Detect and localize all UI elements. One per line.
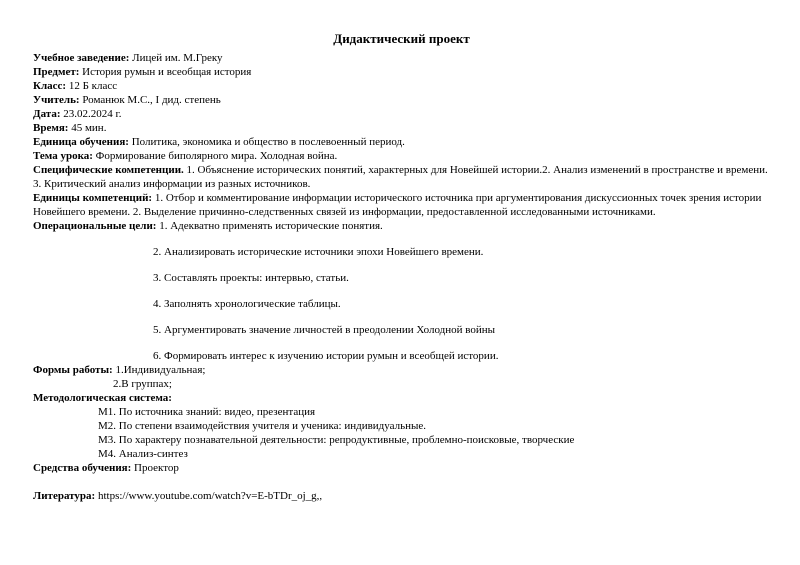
literature: [33, 489, 770, 503]
field-lesson-topic-value: Формирование биполярного мира. Холодная война.: [95, 150, 338, 162]
field-time-value: 45 мин.: [71, 122, 107, 134]
field-time-label: Время:: [33, 122, 69, 134]
field-date: [33, 107, 770, 121]
field-date-label: Дата:: [33, 108, 61, 120]
methodology-label: Методологическая система:: [33, 392, 172, 404]
field-specific-competencies-label: Специфические компетенции.: [33, 164, 184, 176]
methodology-item-m2: М2. По степени взаимодействия учителя и ученика: индивидуальные.: [98, 420, 427, 432]
page-title: Дидактический проект: [333, 31, 470, 46]
teaching-aids: [33, 461, 770, 475]
literature-url: https://www.youtube.com/watch?v=E-bTDr_oj_g,,: [97, 490, 323, 502]
operational-goals-label: Операциональные цели:: [33, 220, 157, 232]
operational-goal-5: 5. Аргументировать значение личностей в преодолении Холодной войны: [153, 324, 496, 336]
operational-goal-4: 4. Заполнять хронологические таблицы.: [153, 298, 341, 310]
operational-goals-heading: [33, 219, 770, 233]
field-time: [33, 121, 770, 135]
field-lesson-topic: [33, 149, 770, 163]
literature-label: Литература:: [33, 490, 96, 502]
field-competency-units: [33, 191, 770, 219]
operational-goal-3: 3. Составлять проекты: интервью, статьи.: [153, 272, 349, 284]
field-learning-unit-value: Политика, экономика и общество в послевоенный период.: [131, 136, 405, 148]
field-class-value: 12 Б класс: [68, 80, 118, 92]
operational-goal-2: 2. Анализировать исторические источники эпохи Новейшего времени.: [153, 246, 484, 258]
field-specific-competencies: [33, 163, 770, 191]
field-subject-label: Предмет:: [33, 66, 80, 78]
methodology-item-m4: М4. Анализ-синтез: [98, 448, 188, 460]
field-competency-units-value: 1. Отбор и комментирование информации исторического источника при аргументирования дискуссионных точек зрения истории Новейшего времени. 2. Выделение причинно-следственных связей из информации, предоставленной исследованными источниками.: [33, 192, 762, 218]
field-teacher: [33, 93, 770, 107]
work-forms-label: Формы работы:: [33, 364, 113, 376]
field-institution-value: Лицей им. М.Греку: [132, 52, 223, 64]
field-class: [33, 79, 770, 93]
field-institution: [33, 51, 770, 65]
field-class-label: Класс:: [33, 80, 67, 92]
work-form-groups: 2.В группах;: [113, 378, 172, 390]
field-learning-unit: [33, 135, 770, 149]
operational-goal-6: 6. Формировать интерес к изучению истории румын и всеобщей истории.: [153, 350, 499, 362]
methodology-heading: [33, 391, 770, 405]
teaching-aids-label: Средства обучения:: [33, 462, 132, 474]
field-teacher-label: Учитель:: [33, 94, 80, 106]
teaching-aids-value: Проектор: [134, 462, 179, 474]
work-form-individual: 1.Индивидуальная;: [115, 364, 206, 376]
field-lesson-topic-label: Тема урока:: [33, 150, 93, 162]
methodology-item-m3: М3. По характеру познавательной деятельности: репродуктивные, проблемно-поисковые, творческие: [98, 434, 575, 446]
field-learning-unit-label: Единица обучения:: [33, 136, 129, 148]
operational-goal-1: 1. Адекватно применять исторические понятия.: [159, 220, 383, 232]
field-specific-competencies-value: 1. Объяснение исторических понятий, характерных для Новейшей истории.2. Анализ изменений в пространстве и времени. 3. Критический анализ информации из разных источников.: [33, 164, 768, 190]
field-subject-value: История румын и всеобщая история: [82, 66, 252, 78]
field-teacher-value: Романюк М.С., I дид. степень: [82, 94, 221, 106]
work-forms-heading: [33, 363, 770, 377]
field-subject: [33, 65, 770, 79]
field-competency-units-label: Единицы компетенций:: [33, 192, 153, 204]
field-institution-label: Учебное заведение:: [33, 52, 130, 64]
field-date-value: 23.02.2024 г.: [63, 108, 122, 120]
methodology-item-m1: М1. По источника знаний: видео, презентация: [98, 406, 316, 418]
